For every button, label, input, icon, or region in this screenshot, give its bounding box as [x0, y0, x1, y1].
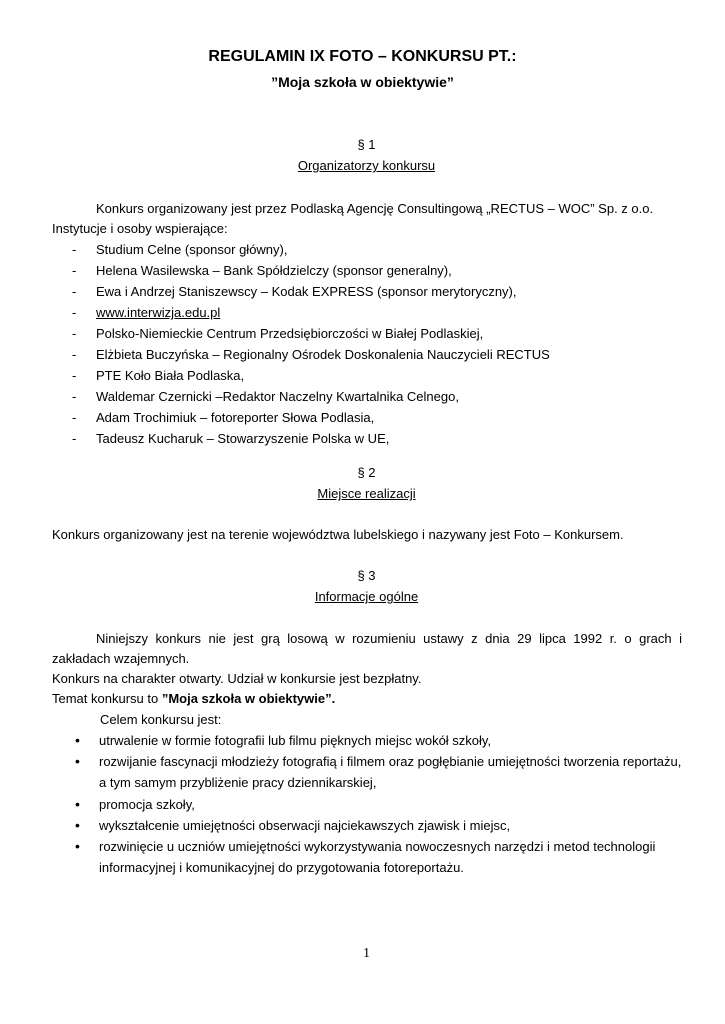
dash-mark: - — [72, 326, 77, 341]
page-number: 1 — [363, 946, 370, 961]
supporter-text: Studium Celne (sponsor główny), — [96, 242, 288, 257]
supporter-text: PTE Koło Biała Podlaska, — [96, 368, 245, 383]
supporter-text: Elżbieta Buczyńska – Regionalny Ośrodek Doskonalenia Nauczycieli RECTUS — [96, 347, 550, 362]
supporter-item — [72, 388, 459, 406]
goal-item — [75, 815, 685, 836]
section-3-theme-line — [52, 690, 335, 708]
dash-mark: - — [72, 368, 77, 383]
dash-mark: - — [72, 410, 77, 425]
goal-text: promocja szkoły, — [99, 797, 195, 812]
goal-text: rozwijanie fascynacji młodzieży fotografią i filmem oraz pogłębianie umiejętności tworzenia reportażu, a tym samym przybliżenie pracy dziennikarskiej, — [99, 754, 682, 790]
document-subtitle: ”Moja szkoła w obiektywie” — [271, 74, 454, 90]
dash-mark: - — [72, 389, 77, 404]
dash-mark: - — [72, 242, 77, 257]
dash-mark: - — [72, 305, 77, 320]
bullet-mark: • — [75, 753, 80, 769]
supporter-item — [72, 367, 244, 385]
goal-item — [75, 730, 685, 751]
goal-text: utrwalenie w formie fotografii lub filmu pięknych miejsc wokół szkoły, — [99, 733, 492, 748]
supporter-text: Tadeusz Kucharuk – Stowarzyszenie Polska w UE, — [96, 431, 390, 446]
supporter-text: Waldemar Czernicki –Redaktor Naczelny Kwartalnika Celnego, — [96, 389, 459, 404]
dash-mark: - — [72, 263, 77, 278]
supporter-text: Adam Trochimiuk – fotoreporter Słowa Podlasia, — [96, 410, 375, 425]
supporter-item — [72, 346, 550, 364]
section-2-heading: Miejsce realizacji — [317, 486, 416, 501]
goal-item — [75, 794, 685, 815]
section-3-number: § 3 — [357, 568, 376, 583]
supporter-item — [72, 262, 452, 280]
goal-text: wykształcenie umiejętności obserwacji najciekawszych zjawisk i miejsc, — [99, 818, 511, 833]
supporters-label: Instytucje i osoby wspierające: — [52, 221, 228, 236]
dash-mark: - — [72, 284, 77, 299]
theme-title: ”Moja szkoła w obiektywie”. — [161, 691, 336, 706]
supporter-item — [72, 430, 389, 448]
section-3-open-line: Konkurs na charakter otwarty. Udział w konkursie jest bezpłatny. — [52, 671, 422, 686]
supporter-item — [72, 325, 483, 343]
bullet-mark: • — [75, 817, 80, 833]
section-3-heading: Informacje ogólne — [314, 589, 419, 604]
section-1-intro: Konkurs organizowany jest przez Podlaską Agencję Consultingową „RECTUS – WOC” Sp. z o.o. — [96, 201, 654, 216]
supporter-item — [72, 304, 220, 322]
interwizja-link[interactable]: www.interwizja.edu.pl — [96, 305, 221, 320]
dash-mark: - — [72, 347, 77, 362]
theme-prefix: Temat konkursu to — [52, 691, 162, 706]
section-3-goal-label: Celem konkursu jest: — [100, 712, 222, 727]
supporter-item — [72, 241, 287, 259]
document-title: REGULAMIN IX FOTO – KONKURSU PT.: — [208, 48, 517, 65]
section-1-number: § 1 — [357, 137, 376, 152]
section-1-heading: Organizatorzy konkursu — [297, 158, 436, 173]
supporter-item — [72, 283, 517, 301]
goal-text: rozwinięcie u uczniów umiejętności wykorzystywania nowoczesnych narzędzi i metod technologii informacyjnej i komunikacyjnej do przygotowania fotoreportażu. — [99, 839, 656, 875]
supporter-item — [72, 409, 374, 427]
dash-mark: - — [72, 431, 77, 446]
bullet-mark: • — [75, 732, 80, 748]
supporter-text: Polsko-Niemieckie Centrum Przedsiębiorczości w Białej Podlaskiej, — [96, 326, 484, 341]
supporter-text: Ewa i Andrzej Staniszewscy – Kodak EXPRESS (sponsor merytoryczny), — [96, 284, 517, 299]
section-2-number: § 2 — [357, 465, 376, 480]
bullet-mark: • — [75, 796, 80, 812]
goal-item — [75, 836, 685, 878]
bullet-mark: • — [75, 838, 80, 854]
section-3-para1-line1: Niniejszy konkurs nie jest grą losową w rozumieniu ustawy z dnia 29 lipca 1992 r. o grach i — [96, 631, 682, 646]
section-2-text: Konkurs organizowany jest na terenie województwa lubelskiego i nazywany jest Foto – Konkursem. — [52, 527, 624, 542]
section-3-para1-line2: zakładach wzajemnych. — [52, 651, 190, 666]
goal-item — [75, 751, 685, 793]
supporter-text: Helena Wasilewska – Bank Spółdzielczy (sponsor generalny), — [96, 263, 452, 278]
